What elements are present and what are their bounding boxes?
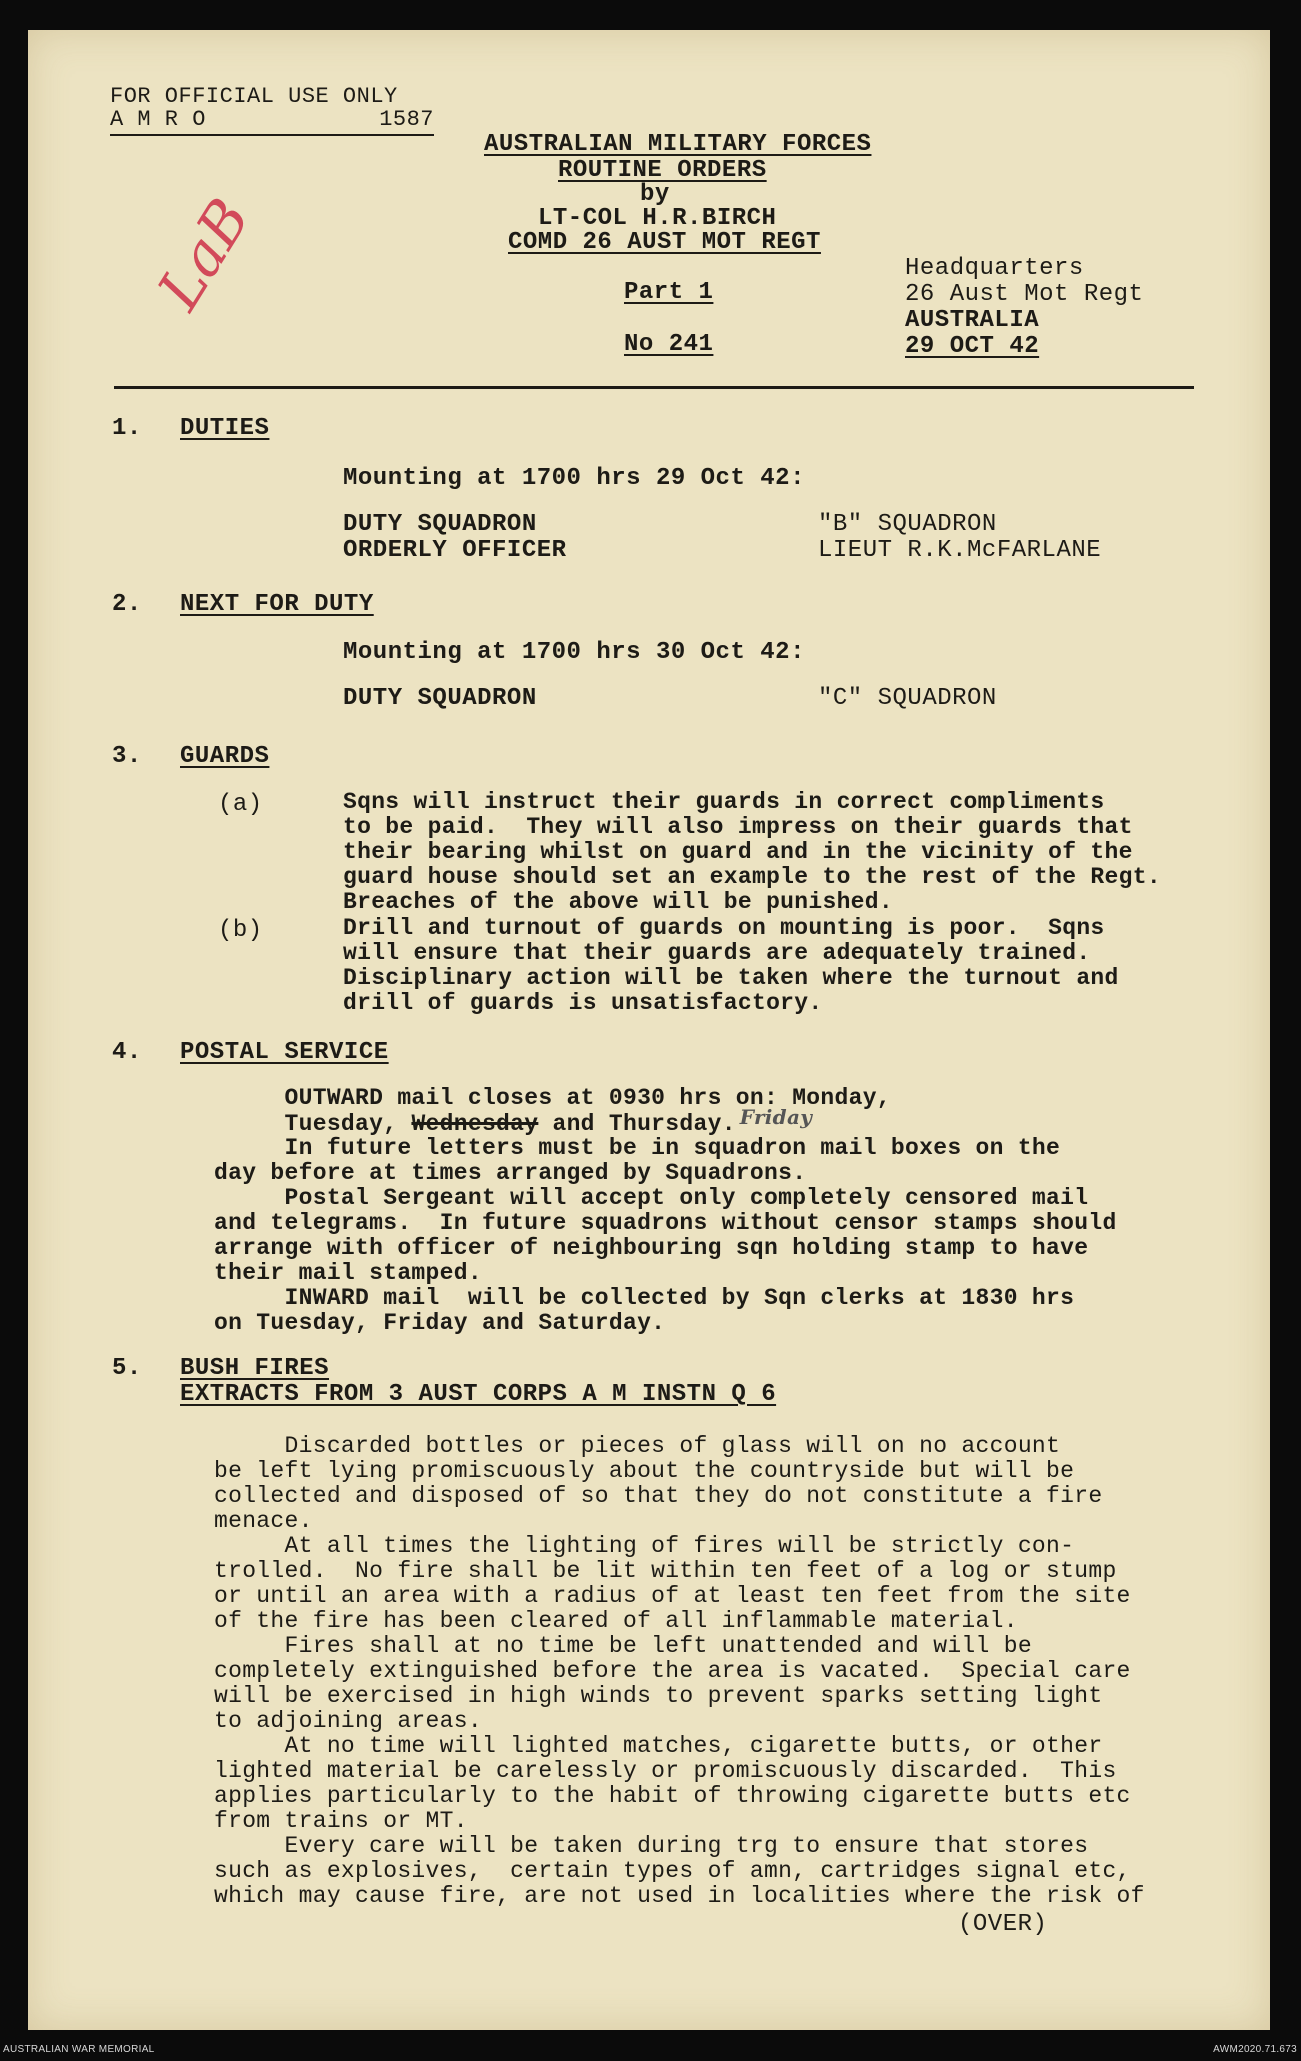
duty-value: "B" SQUADRON: [818, 511, 997, 538]
duty-label: DUTY SQUADRON: [343, 685, 537, 712]
amro-line: [110, 106, 434, 136]
section-number: 1.: [112, 415, 142, 442]
section-heading: POSTAL SERVICE: [180, 1039, 389, 1066]
mounting-time: Mounting at 1700 hrs 29 Oct 42:: [343, 465, 805, 492]
section-number: 4.: [112, 1039, 142, 1066]
title-line-5: COMD 26 AUST MOT REGT: [508, 229, 821, 256]
address-line-4: 29 OCT 42: [905, 333, 1040, 360]
section-number: 2.: [112, 591, 142, 618]
bush-fires-text: Discarded bottles or pieces of glass will on no account be left lying promiscuously about the countryside but will be collected and disposed of so that they do not constitute a fire menace. At all times the lighting of fires will be strictly con- trolled. No fire shall be lit within ten feet of a log or stump or until an area with a radius of at least ten feet from the site of the fire has been cleared of all inflammable material. Fires shall at no time be left unattended and will be completely extinguished before the area is vacated. Special care will be exercised in high winds to prevent sparks setting light to adjoining areas. At no time will lighted matches, cigarette butts, or other lighted material be carelessly or promiscuously discarded. This applies particularly to the habit of throwing cigarette butts etc from trains or MT. Every care will be taken during trg to ensure that stores such as explosives, certain types of amn, cartridges signal etc, which may cause fire, are not used in localities where the risk of: [214, 1433, 1145, 1909]
section-heading: DUTIES: [180, 415, 270, 442]
postal-text: In future letters must be in squadron mail boxes on the day before at times arranged by Squadrons. Postal Sergeant will accept only completely censored mail and telegrams. In future squadrons without censor stamps should arrange with officer of neighbouring sqn holding stamp to have their mail stamped. INWARD mail will be collected by Sqn clerks at 1830 hrs on Tuesday, Friday and Saturday.: [214, 1135, 1117, 1336]
section-subheading: EXTRACTS FROM 3 AUST CORPS A M INSTN Q 6: [180, 1381, 777, 1408]
section-heading: BUSH FIRES: [180, 1355, 330, 1382]
item-text-b: Drill and turnout of guards on mounting is poor. Sqns will ensure that their guards are adequately trained. Disciplinary action will be taken where the turnout and drill of guards is unsatisfactory.: [343, 915, 1119, 1016]
handwritten-initials: LaB: [144, 186, 264, 322]
amro-label: A M R O: [110, 107, 206, 132]
struck-day: Wednesday: [411, 1111, 539, 1137]
title-line-1: AUSTRALIAN MILITARY FORCES: [484, 131, 872, 158]
section-heading: GUARDS: [180, 743, 270, 770]
duty-label: DUTY SQUADRON: [343, 511, 537, 538]
document-page: [28, 30, 1270, 2030]
handwritten-day: Friday: [739, 1105, 813, 1129]
title-line-2: ROUTINE ORDERS: [558, 157, 767, 184]
section-number: 5.: [112, 1355, 142, 1382]
address-line-2: 26 Aust Mot Regt: [905, 281, 1144, 308]
orderly-value: LIEUT R.K.McFARLANE: [818, 537, 1102, 564]
duty-value: "C" SQUADRON: [818, 685, 997, 712]
orderly-label: ORDERLY OFFICER: [343, 537, 567, 564]
postal-days-start: Tuesday,: [214, 1111, 412, 1137]
section-heading: NEXT FOR DUTY: [180, 591, 374, 618]
official-use-label: FOR OFFICIAL USE ONLY: [110, 84, 398, 109]
footer-accession-number: AWM2020.71.673: [1213, 2044, 1297, 2055]
part-label: Part 1: [624, 279, 714, 306]
title-line-3: by: [640, 181, 670, 208]
section-number: 3.: [112, 743, 142, 770]
mounting-time: Mounting at 1700 hrs 30 Oct 42:: [343, 639, 805, 666]
address-line-1: Headquarters: [905, 255, 1084, 282]
over-label: (OVER): [958, 1911, 1048, 1938]
item-label-b: (b): [218, 917, 263, 944]
header-rule: [114, 386, 1194, 389]
postal-line-1: OUTWARD mail closes at 0930 hrs on: Monday,: [214, 1085, 891, 1111]
postal-line-2: [214, 1105, 813, 1137]
item-text-a: Sqns will instruct their guards in correct compliments to be paid. They will also impress on their guards that their bearing whilst on guard and in the vicinity of the guard house should set an example to the rest of the Regt. Breaches of the above will be punished.: [343, 789, 1161, 915]
item-label-a: (a): [218, 791, 263, 818]
footer-source: AUSTRALIAN WAR MEMORIAL: [3, 2044, 155, 2055]
postal-days-end: and Thursday.: [538, 1111, 736, 1137]
address-line-3: AUSTRALIA: [905, 307, 1040, 334]
order-number: No 241: [624, 331, 714, 358]
amro-number: 1587: [379, 107, 434, 132]
title-line-4: LT-COL H.R.BIRCH: [538, 205, 777, 232]
